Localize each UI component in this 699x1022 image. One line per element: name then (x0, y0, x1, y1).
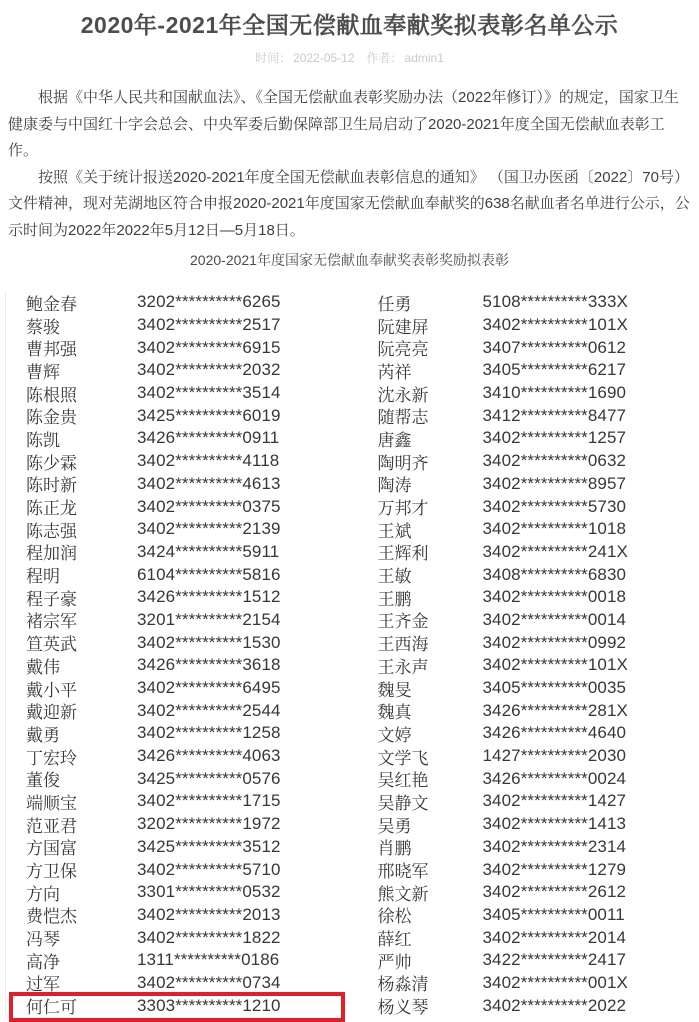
person-id-masked: 3402**********2517 (137, 315, 281, 335)
table-row (353, 836, 699, 859)
person-name: 费恺杰 (6, 902, 137, 927)
person-name: 王永声 (353, 653, 483, 678)
table-row (6, 994, 353, 1017)
person-name: 阮亮亮 (353, 335, 483, 360)
table-row (353, 767, 699, 790)
person-name: 吴红艳 (353, 766, 483, 791)
person-name: 陈根照 (6, 381, 137, 406)
person-name: 董俊 (6, 766, 137, 791)
person-id-masked: 3405**********0011 (483, 905, 625, 925)
person-id-masked: 1311**********0186 (137, 950, 279, 970)
person-id-masked: 3405**********6217 (483, 360, 627, 380)
person-name: 陈少霖 (6, 449, 137, 474)
table-row (6, 813, 353, 836)
person-id-masked: 3402**********1530 (137, 633, 281, 653)
paragraph-regulation-basis: 根据《中华人民共和国献血法》、《全国无偿献血表彰奖励办法（2022年修订）》的规定，国家卫生健康委与中国红十字会总会、中央军委后勤保障部卫生局启动了2020-2021年度全国无偿献血表彰工作。 (8, 85, 691, 165)
roster-left-column (6, 291, 353, 1017)
person-name: 鲍金春 (6, 290, 137, 315)
table-row (353, 654, 699, 677)
table-row (6, 949, 353, 972)
person-id-masked: 3402**********6915 (137, 338, 281, 358)
person-id-masked: 3425**********3512 (137, 837, 281, 857)
table-row (6, 336, 353, 359)
table-row (6, 382, 353, 405)
person-name: 方卫保 (6, 857, 137, 882)
person-id-masked: 3402**********1427 (483, 791, 627, 811)
person-name: 阮建屏 (353, 313, 483, 338)
table-row (353, 881, 699, 904)
table-row (353, 722, 699, 745)
person-id-masked: 3402**********0632 (483, 451, 627, 471)
table-row (353, 382, 699, 405)
table-row (353, 314, 699, 337)
person-name: 曹辉 (6, 358, 137, 383)
person-name: 魏真 (353, 698, 483, 723)
person-name: 戴勇 (6, 721, 137, 746)
person-name: 芮祥 (353, 358, 483, 383)
table-row (353, 404, 699, 427)
person-id-masked: 3402**********1258 (137, 723, 281, 743)
person-name: 陈正龙 (6, 494, 137, 519)
person-id-masked: 3402**********101X (483, 315, 628, 335)
person-name: 高净 (6, 948, 137, 973)
table-row (6, 495, 353, 518)
table-row (353, 450, 699, 473)
person-name: 陈时新 (6, 471, 137, 496)
table-row (6, 359, 353, 382)
table-row (353, 336, 699, 359)
table-row (6, 836, 353, 859)
person-id-masked: 3407**********0612 (483, 338, 627, 358)
person-id-masked: 5108**********333X (483, 292, 628, 312)
table-row (353, 541, 699, 564)
person-name: 薛红 (353, 925, 483, 950)
person-id-masked: 3402**********1257 (483, 428, 627, 448)
person-id-masked: 3425**********0576 (137, 769, 281, 789)
person-name: 陈凯 (6, 426, 137, 451)
table-row (353, 495, 699, 518)
table-row (353, 427, 699, 450)
table-row (353, 677, 699, 700)
person-name: 笪英武 (6, 630, 137, 655)
table-row (6, 314, 353, 337)
person-id-masked: 3202**********1972 (137, 814, 281, 834)
person-name: 戴迎新 (6, 698, 137, 723)
person-id-masked: 3402**********2013 (137, 905, 281, 925)
person-id-masked: 3425**********6019 (137, 406, 281, 426)
person-name: 褚宗军 (6, 607, 137, 632)
table-row (6, 699, 353, 722)
person-id-masked: 3402**********0018 (483, 587, 627, 607)
person-name: 戴小平 (6, 676, 137, 701)
person-name: 王辉利 (353, 539, 483, 564)
person-id-masked: 3402**********6495 (137, 678, 281, 698)
roster-table (5, 291, 699, 1017)
person-id-masked: 3402**********4118 (137, 451, 279, 471)
person-name: 唐鑫 (353, 426, 483, 451)
person-id-masked: 3402**********1822 (137, 928, 281, 948)
person-id-masked: 3202**********6265 (137, 292, 281, 312)
person-name: 任勇 (353, 290, 483, 315)
person-name: 王西海 (353, 630, 483, 655)
person-name: 蔡骏 (6, 313, 137, 338)
person-id-masked: 3303**********1210 (137, 996, 281, 1016)
table-row (6, 972, 353, 995)
person-name: 丁宏玲 (6, 744, 137, 769)
person-id-masked: 3402**********2612 (483, 882, 627, 902)
table-row (6, 767, 353, 790)
meta-time-value: 2022-05-12 (293, 51, 354, 65)
person-name: 陈志强 (6, 517, 137, 542)
person-id-masked: 3402**********2032 (137, 360, 281, 380)
meta-author-label: 作者： (367, 51, 403, 65)
table-row (6, 291, 353, 314)
person-name: 沈永新 (353, 381, 483, 406)
person-id-masked: 6104**********5816 (137, 565, 281, 585)
table-row (6, 631, 353, 654)
table-row (6, 563, 353, 586)
person-name: 程明 (6, 562, 137, 587)
meta-author-value: admin1 (405, 51, 444, 65)
person-name: 方向 (6, 880, 137, 905)
person-name: 严帅 (353, 948, 483, 973)
person-id-masked: 3402**********1715 (137, 791, 281, 811)
person-id-masked: 3402**********0734 (137, 973, 281, 993)
person-name: 端顺宝 (6, 789, 137, 814)
person-id-masked: 3426**********4640 (483, 723, 627, 743)
person-id-masked: 3402**********5710 (137, 860, 281, 880)
table-row (6, 677, 353, 700)
table-row (6, 904, 353, 927)
person-name: 熊文新 (353, 880, 483, 905)
person-id-masked: 3410**********1690 (483, 383, 627, 403)
person-id-masked: 3426**********0911 (137, 428, 279, 448)
table-row (353, 994, 699, 1017)
table-row (6, 722, 353, 745)
table-row (6, 858, 353, 881)
table-row (353, 813, 699, 836)
table-row (6, 790, 353, 813)
table-row (353, 359, 699, 382)
meta-time-label: 时间： (255, 51, 291, 65)
person-id-masked: 1427**********2030 (483, 746, 627, 766)
table-row (353, 631, 699, 654)
roster-caption: 2020-2021年度国家无偿献血奉献奖表彰奖励拟表彰 (0, 250, 699, 270)
table-row (353, 563, 699, 586)
article-body (8, 85, 691, 244)
person-id-masked: 3424**********5911 (137, 542, 279, 562)
person-id-masked: 3402**********0375 (137, 497, 281, 517)
person-id-masked: 3422**********2417 (483, 950, 627, 970)
table-row (353, 473, 699, 496)
person-id-masked: 3201**********2154 (137, 610, 281, 630)
person-id-masked: 3402**********2314 (483, 837, 627, 857)
person-id-masked: 3402**********2139 (137, 519, 281, 539)
person-name: 陶涛 (353, 471, 483, 496)
table-row (353, 518, 699, 541)
person-name: 戴伟 (6, 653, 137, 678)
person-name: 程子豪 (6, 585, 137, 610)
person-id-masked: 3402**********0992 (483, 633, 627, 653)
table-row (353, 609, 699, 632)
page-title: 2020年-2021年全国无偿献血奉献奖拟表彰名单公示 (0, 0, 699, 40)
table-row (353, 858, 699, 881)
table-row (353, 291, 699, 314)
table-row (353, 790, 699, 813)
person-name: 吴勇 (353, 812, 483, 837)
person-name: 邢晓军 (353, 857, 483, 882)
table-row (6, 654, 353, 677)
person-name: 过军 (6, 970, 137, 995)
person-name: 王齐金 (353, 607, 483, 632)
table-row (6, 541, 353, 564)
person-id-masked: 3402**********241X (483, 542, 628, 562)
table-row (6, 473, 353, 496)
table-row (353, 745, 699, 768)
person-name: 陶明齐 (353, 449, 483, 474)
paragraph-public-notice: 按照《关于统计报送2020-2021年度全国无偿献血表彰信息的通知》 （国卫办医函〔2022〕70号） 文件精神，现对芜湖地区符合申报2020-2021年度国家无偿献血奉献奖的638名献血者名单进行公示，公示时间为2022年2022年5月12日—5月18日。 (8, 165, 691, 245)
person-id-masked: 3402**********0014 (483, 610, 627, 630)
table-row (6, 450, 353, 473)
person-id-masked: 3426**********0024 (483, 769, 627, 789)
person-id-masked: 3402**********3514 (137, 383, 281, 403)
person-name: 曹邦强 (6, 335, 137, 360)
table-row (6, 926, 353, 949)
person-id-masked: 3405**********0035 (483, 678, 627, 698)
person-id-masked: 3402**********2544 (137, 701, 281, 721)
article-meta (0, 49, 699, 66)
person-id-masked: 3402**********1413 (483, 814, 627, 834)
table-row (6, 609, 353, 632)
table-row (353, 949, 699, 972)
person-name: 范亚君 (6, 812, 137, 837)
table-row (353, 586, 699, 609)
person-name: 文婷 (353, 721, 483, 746)
table-row (6, 586, 353, 609)
person-id-masked: 3412**********8477 (483, 406, 627, 426)
person-name: 徐松 (353, 902, 483, 927)
person-id-masked: 3402**********101X (483, 655, 628, 675)
person-id-masked: 3426**********4063 (137, 746, 281, 766)
person-id-masked: 3402**********2014 (483, 928, 627, 948)
person-name: 方国富 (6, 834, 137, 859)
person-name: 程加润 (6, 539, 137, 564)
person-id-masked: 3426**********3618 (137, 655, 281, 675)
person-id-masked: 3402**********001X (483, 973, 628, 993)
person-name: 王敏 (353, 562, 483, 587)
table-row (353, 972, 699, 995)
person-id-masked: 3402**********1018 (483, 519, 627, 539)
person-name: 随帮志 (353, 403, 483, 428)
person-name: 杨淼清 (353, 970, 483, 995)
person-id-masked: 3402**********4613 (137, 474, 281, 494)
person-id-masked: 3402**********5730 (483, 497, 627, 517)
person-name: 魏旻 (353, 676, 483, 701)
person-id-masked: 3426**********281X (483, 701, 628, 721)
person-id-masked: 3408**********6830 (483, 565, 627, 585)
person-name: 陈金贵 (6, 403, 137, 428)
person-name: 文学飞 (353, 744, 483, 769)
roster-right-column (353, 291, 699, 1017)
table-row (353, 699, 699, 722)
person-name: 肖鹏 (353, 834, 483, 859)
person-id-masked: 3402**********2022 (483, 996, 627, 1016)
table-row (6, 404, 353, 427)
person-id-masked: 3426**********1512 (137, 587, 281, 607)
table-row (353, 904, 699, 927)
person-name: 王鹏 (353, 585, 483, 610)
person-id-masked: 3402**********8957 (483, 474, 627, 494)
person-name: 王斌 (353, 517, 483, 542)
person-id-masked: 3402**********1279 (483, 860, 627, 880)
person-name: 杨义琴 (353, 993, 483, 1018)
person-name: 吴静文 (353, 789, 483, 814)
table-row (6, 881, 353, 904)
table-row (6, 745, 353, 768)
person-id-masked: 3301**********0532 (137, 882, 281, 902)
person-name: 冯琴 (6, 925, 137, 950)
table-row (6, 518, 353, 541)
table-row (353, 926, 699, 949)
table-row (6, 427, 353, 450)
person-name: 何仁可 (6, 993, 137, 1018)
person-name: 万邦才 (353, 494, 483, 519)
